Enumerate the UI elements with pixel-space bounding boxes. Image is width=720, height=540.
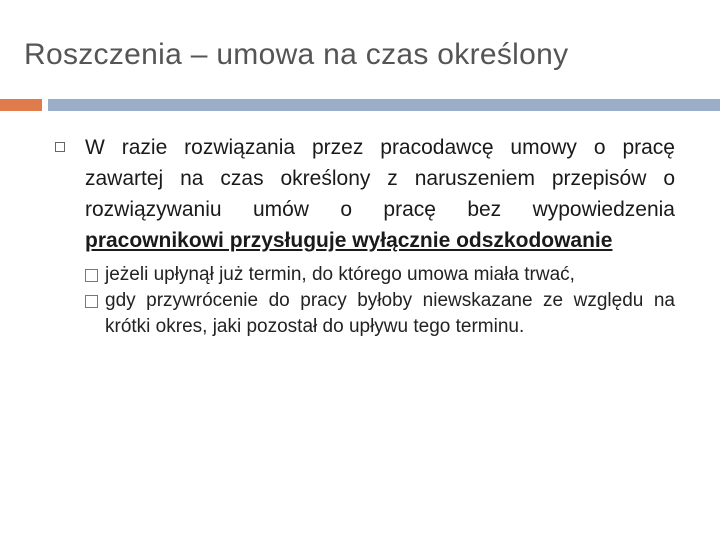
sub-bullet-point	[83, 262, 675, 288]
slide-title: Roszczenia – umowa na czas określony	[24, 38, 569, 71]
accent-bar	[0, 99, 42, 111]
main-point-emphasis: pracownikowi przysługuje wyłącznie odszkodowanie	[85, 229, 613, 252]
main-bullet-point	[55, 132, 675, 256]
title-divider	[48, 99, 720, 111]
sub-point-text: jeżeli upłynął już termin, do którego umowa miała trwać,	[105, 264, 575, 285]
square-bullet-icon	[55, 142, 65, 152]
sub-bullet-point	[83, 288, 675, 340]
sub-bullet-list	[83, 262, 675, 340]
slide-body	[55, 132, 675, 340]
box-bullet-icon	[85, 295, 98, 308]
box-bullet-icon	[85, 269, 98, 282]
main-point-text: W razie rozwiązania przez pracodawcę umowy o pracę zawartej na czas określony z naruszeniem przepisów o rozwiązywaniu umów o pracę bez wypowiedzenia	[85, 136, 675, 221]
sub-point-text: gdy przywrócenie do pracy byłoby niewskazane ze względu na krótki okres, jaki pozostał do upływu tego terminu.	[105, 290, 675, 337]
